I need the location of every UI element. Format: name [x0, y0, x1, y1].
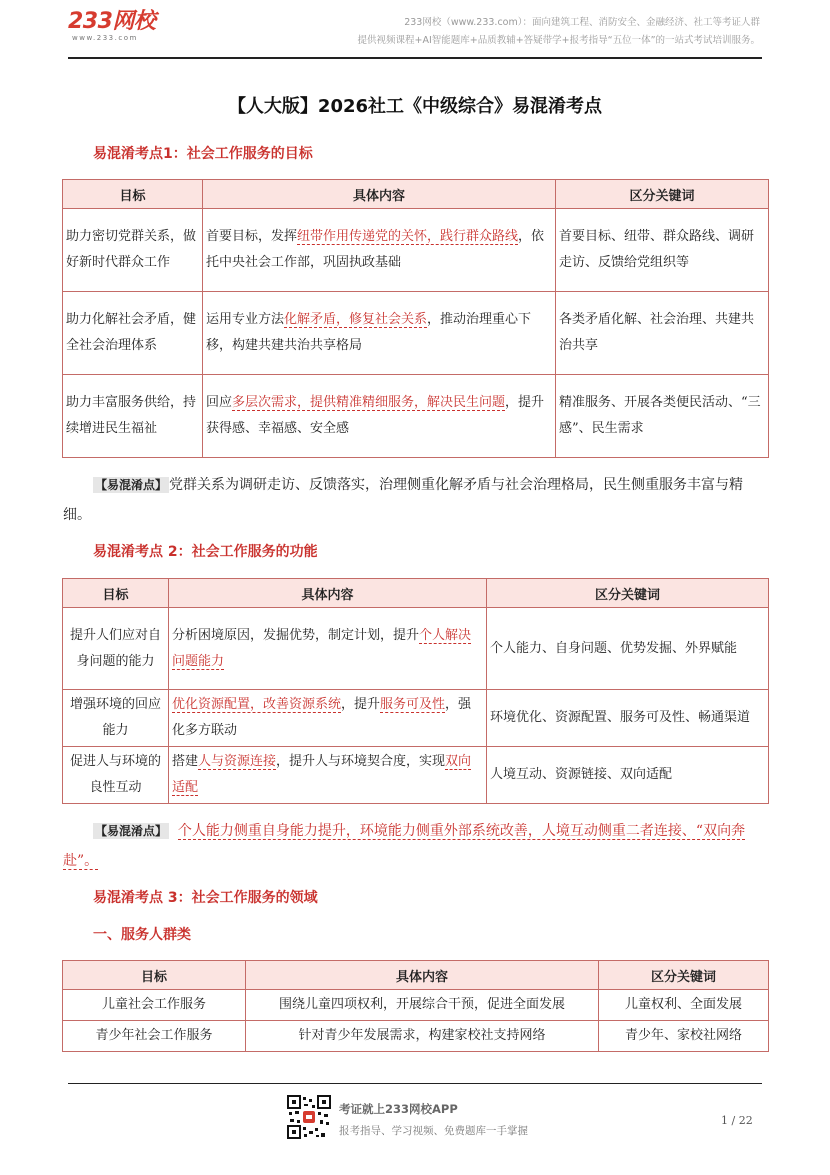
goal-cell: 提升人们应对自身问题的能力	[63, 608, 169, 690]
section3-heading: 易混淆考点 3：社会工作服务的领域	[93, 890, 318, 906]
content-cell: 分析困境原因，发掘优势，制定计划，提升个人解决问题能力	[169, 608, 487, 690]
section1-table	[62, 179, 769, 458]
footer-sub-text: 报考指导、学习视频、免费题库一手掌握	[339, 1125, 528, 1137]
table-row	[63, 292, 769, 375]
keywords-cell: 精准服务、开展各类便民活动、“三感”、民生需求	[556, 375, 769, 458]
goal-cell: 助力密切党群关系，做好新时代群众工作	[63, 209, 203, 292]
col-header-content: 具体内容	[169, 579, 487, 608]
col-header-goal: 目标	[63, 961, 246, 990]
highlight-text: 优化资源配置，改善资源系统	[172, 697, 342, 712]
col-header-keywords: 区分关键词	[556, 180, 769, 209]
section3-table	[62, 960, 769, 1052]
goal-cell: 增强环境的回应能力	[63, 690, 169, 747]
table-row	[63, 747, 769, 804]
section2-note	[63, 816, 768, 876]
keywords-cell: 环境优化、资源配置、服务可及性、畅通渠道	[487, 690, 769, 747]
site-logo[interactable]	[68, 10, 155, 42]
highlight-text: 双向适配	[172, 754, 472, 795]
note-tag: 【易混淆点】	[95, 824, 168, 838]
col-header-goal: 目标	[63, 579, 169, 608]
keywords-cell: 人境互动、资源链接、双向适配	[487, 747, 769, 804]
header-divider	[68, 57, 762, 59]
section1-heading: 易混淆考点1：社会工作服务的目标	[93, 146, 313, 162]
section2-table	[62, 578, 769, 804]
table-row	[63, 209, 769, 292]
goal-cell: 青少年社会工作服务	[63, 1021, 246, 1052]
keywords-cell: 个人能力、自身问题、优势发掘、外界赋能	[487, 608, 769, 690]
keywords-cell: 青少年、家校社网络	[599, 1021, 769, 1052]
page-header	[0, 0, 830, 60]
goal-cell: 助力丰富服务供给，持续增进民生福祉	[63, 375, 203, 458]
table-row	[63, 1021, 769, 1052]
header-tagline	[358, 14, 761, 50]
document-title: 【人大版】2026社工《中级综合》易混淆考点	[227, 96, 603, 117]
table-header-row	[63, 180, 769, 209]
logo-text: 233网校	[68, 9, 156, 34]
table-row	[63, 990, 769, 1021]
goal-cell: 助力化解社会矛盾，健全社会治理体系	[63, 292, 203, 375]
col-header-content: 具体内容	[246, 961, 599, 990]
content-cell: 首要目标，发挥纽带作用传递党的关怀，践行群众路线，依托中央社会工作部，巩固执政基础	[203, 209, 556, 292]
content-cell: 回应多层次需求，提供精准精细服务，解决民生问题，提升获得感、幸福感、安全感	[203, 375, 556, 458]
content-cell: 运用专业方法化解矛盾，修复社会关系，推动治理重心下移，构建共建共治共享格局	[203, 292, 556, 375]
keywords-cell: 儿童权利、全面发展	[599, 990, 769, 1021]
keywords-cell: 各类矛盾化解、社会治理、共建共治共享	[556, 292, 769, 375]
table-row	[63, 690, 769, 747]
content-cell: 围绕儿童四项权利，开展综合干预，促进全面发展	[246, 990, 599, 1021]
goal-cell: 促进人与环境的良性互动	[63, 747, 169, 804]
tagline-line-2: 提供视频课程+AI智能题库+品质教辅+答疑带学+报考指导“五位一体”的一站式考试培训服务。	[357, 35, 760, 46]
table-header-row	[63, 961, 769, 990]
highlight-text: 多层次需求，提供精准精细服务，解决民生问题	[232, 395, 506, 410]
note-text: 党群关系为调研走访、反馈落实，治理侧重化解矛盾与社会治理格局，民生侧重服务丰富与精细。	[63, 477, 744, 523]
logo-url: www.233.com	[72, 34, 138, 42]
goal-cell: 儿童社会工作服务	[63, 990, 246, 1021]
note-text: 个人能力侧重自身能力提升，环境能力侧重外部系统改善，人境互动侧重二者连接、“双向奔赴”。	[63, 823, 746, 869]
qr-code-icon[interactable]	[287, 1095, 331, 1139]
note-tag: 【易混淆点】	[95, 478, 168, 492]
section3-subheading: 一、服务人群类	[93, 927, 191, 943]
footer-divider	[68, 1083, 762, 1084]
content-cell: 优化资源配置，改善资源系统，提升服务可及性，强化多方联动	[169, 690, 487, 747]
highlight-text: 人与资源连接	[198, 754, 277, 769]
col-header-keywords: 区分关键词	[487, 579, 769, 608]
section2-heading: 易混淆考点 2：社会工作服务的功能	[93, 544, 318, 560]
section1-note	[63, 470, 768, 530]
footer-app-text: 考证就上233网校APP	[339, 1102, 458, 1116]
keywords-cell: 首要目标、纽带、群众路线、调研走访、反馈给党组织等	[556, 209, 769, 292]
table-row	[63, 608, 769, 690]
col-header-content: 具体内容	[203, 180, 556, 209]
content-cell: 针对青少年发展需求，构建家校社支持网络	[246, 1021, 599, 1052]
page-number: 1 / 22	[721, 1114, 753, 1127]
highlight-text: 纽带作用传递党的关怀，践行群众路线	[297, 229, 519, 244]
highlight-text: 服务可及性	[380, 697, 446, 712]
highlight-text: 化解矛盾，修复社会关系	[284, 312, 428, 327]
table-header-row	[63, 579, 769, 608]
content-cell: 搭建人与资源连接，提升人与环境契合度，实现双向适配	[169, 747, 487, 804]
col-header-keywords: 区分关键词	[599, 961, 769, 990]
table-row	[63, 375, 769, 458]
col-header-goal: 目标	[63, 180, 203, 209]
tagline-line-1: 233网校（www.233.com）：面向建筑工程、消防安全、金融经济、社工等考证人群	[404, 17, 760, 28]
highlight-text: 个人解决问题能力	[172, 627, 472, 669]
